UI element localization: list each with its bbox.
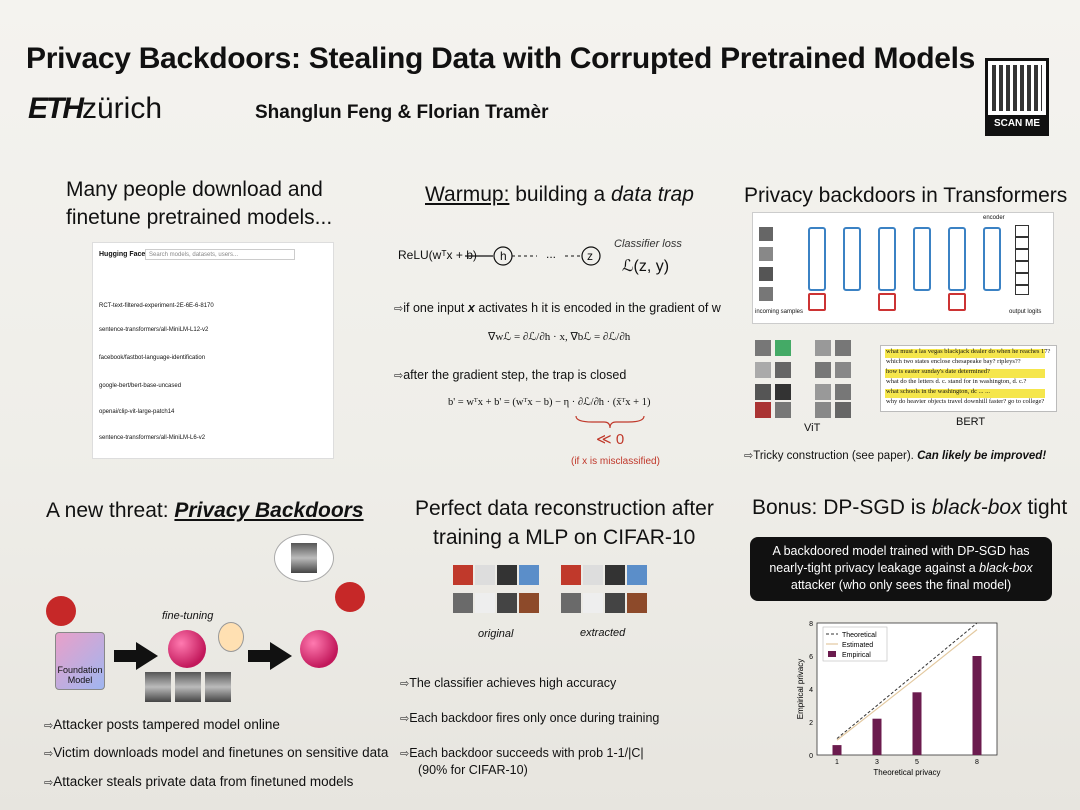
- cifar-img: [519, 593, 539, 613]
- vit-img: [815, 362, 831, 378]
- vit-label: ViT: [804, 422, 821, 434]
- hf-brand: Hugging Face: [99, 251, 146, 258]
- threat-bullet-1: ⇨ Attacker posts tampered model online: [44, 717, 280, 732]
- threat-heading: A new threat: Privacy Backdoors: [46, 499, 364, 522]
- dp-chart: [795, 615, 1010, 780]
- vit-img: [835, 402, 851, 418]
- devil-icon: [46, 596, 76, 626]
- vit-img: [835, 340, 851, 356]
- trap-diagram: [465, 240, 605, 280]
- qr-label: SCAN ME: [988, 115, 1046, 133]
- input-image-2: [759, 247, 773, 261]
- dp-heading: Bonus: DP-SGD is black-box tight: [752, 496, 1068, 519]
- dp-line-1: A backdoored model trained with DP-SGD has: [772, 544, 1030, 558]
- vit-img: [755, 402, 771, 418]
- legend-empirical-swatch: [828, 651, 836, 657]
- model-ball-icon: [300, 630, 338, 668]
- y-tick-label: 6: [809, 654, 813, 661]
- dp-line-2: nearly-tight privacy leakage against a black-box: [769, 561, 1033, 575]
- legend-empirical: Empirical: [842, 652, 871, 659]
- block-2: [843, 227, 861, 291]
- col2-heading: Warmup: building a data trap: [425, 183, 694, 206]
- bert-line-1: which two states enclose chesapeake bay? ripleys??: [886, 358, 1021, 365]
- model-ball-icon: [168, 630, 206, 668]
- extracted-images: [561, 565, 649, 625]
- recon-heading-line2: training a MLP on CIFAR-10: [433, 526, 696, 549]
- bert-label: BERT: [956, 416, 986, 428]
- x-tick-label: 8: [975, 759, 979, 766]
- cifar-img: [475, 565, 495, 585]
- vit-img: [835, 384, 851, 400]
- cifar-img: [453, 593, 473, 613]
- y-tick-label: 4: [809, 687, 813, 694]
- recon-heading-line1: Perfect data reconstruction after: [415, 497, 714, 520]
- xray-image: [175, 672, 201, 702]
- hf-model-0: RCT-text-filtered-experiment-2E-6E-6-8170: [99, 303, 214, 309]
- node-z: z: [587, 249, 593, 263]
- threat-bullet-2: ⇨ Victim downloads model and finetunes on sensitive data: [44, 745, 388, 760]
- input-image-4: [759, 287, 773, 301]
- cifar-img: [605, 593, 625, 613]
- vit-img: [755, 362, 771, 378]
- hf-model-1: sentence-transformers/all-MiniLM-L12-v2: [99, 327, 209, 333]
- cifar-img: [497, 593, 517, 613]
- hf-model-5: sentence-transformers/all-MiniLM-L6-v2: [99, 435, 206, 441]
- legend-estimated: Estimated: [842, 642, 874, 649]
- cifar-img: [627, 593, 647, 613]
- col2-bullet-2: ⇨ after the gradient step, the trap is closed: [394, 368, 626, 382]
- xray-image: [145, 672, 171, 702]
- empirical-bar: [833, 745, 842, 755]
- x-axis-label: Theoretical privacy: [873, 768, 941, 777]
- red-block-3: [948, 293, 966, 311]
- thought-bubble-icon: [274, 534, 334, 582]
- dp-line-3: attacker (who only sees the final model): [790, 578, 1012, 592]
- extracted-label: extracted: [580, 627, 626, 639]
- cifar-img: [497, 565, 517, 585]
- empirical-bar: [873, 719, 882, 755]
- y-tick-label: 2: [809, 720, 813, 727]
- y-tick-label: 0: [809, 753, 813, 760]
- vit-img: [815, 384, 831, 400]
- vit-img: [755, 340, 771, 356]
- block-3: [878, 227, 896, 291]
- original-label: original: [478, 628, 514, 640]
- update-equation: b' = wᵀx + b' = (wᵀx − b) − η · ∂ℒ/∂h · (x̃ᵀx + 1): [448, 397, 651, 408]
- legend-theoretical: Theoretical: [842, 632, 877, 639]
- bert-line-3: what do the letters d. c. stand for in washington, d. c.?: [886, 378, 1027, 385]
- dp-callout: [750, 537, 1052, 601]
- vit-img: [835, 362, 851, 378]
- poster-title: Privacy Backdoors: Stealing Data with Corrupted Pretrained Models: [26, 42, 976, 75]
- hf-model-4: openai/clip-vit-large-patch14: [99, 409, 175, 415]
- vit-img: [755, 384, 771, 400]
- transformer-diagram: [752, 212, 1054, 324]
- incoming-samples-label: incoming samples: [755, 309, 804, 315]
- cifar-img: [453, 565, 473, 585]
- y-tick-label: 8: [809, 621, 813, 628]
- vit-img: [775, 402, 791, 418]
- cifar-img: [583, 565, 603, 585]
- x-tick-label: 5: [915, 759, 919, 766]
- vit-img: [775, 384, 791, 400]
- red-block-2: [878, 293, 896, 311]
- output-logits-label: output logits: [1009, 309, 1042, 315]
- cifar-img: [627, 565, 647, 585]
- vit-img: [815, 340, 831, 356]
- qr-code[interactable]: [985, 58, 1049, 136]
- cifar-img: [519, 565, 539, 585]
- qr-pattern-icon: [992, 65, 1042, 111]
- gradient-equation: ∇wℒ = ∂ℒ/∂h · x, ∇bℒ = ∂ℒ/∂h: [488, 331, 631, 343]
- output-nodes: [1015, 225, 1029, 295]
- dots: ...: [546, 247, 557, 261]
- col1-heading-line1: Many people download and: [66, 178, 323, 201]
- red-block-1: [808, 293, 826, 311]
- vit-samples: [755, 340, 870, 420]
- x-tick-label: 1: [835, 759, 839, 766]
- encoder-label: encoder: [983, 215, 1005, 221]
- finetuning-label: fine-tuning: [162, 610, 214, 622]
- vit-img: [775, 340, 791, 356]
- input-image-3: [759, 267, 773, 281]
- hf-model-3: google-bert/bert-base-uncased: [99, 383, 182, 389]
- xray-image: [291, 543, 317, 573]
- recon-bullet-3-line2: (90% for CIFAR-10): [418, 763, 528, 777]
- y-axis-label: Empirical privacy: [796, 658, 805, 720]
- authors: Shanglun Feng & Florian Tramèr: [255, 102, 549, 123]
- threat-bullet-3: ⇨ Attacker steals private data from finetuned models: [44, 774, 353, 789]
- vit-img: [815, 402, 831, 418]
- relu-label: ReLU(wᵀx + b): [398, 248, 477, 262]
- underbrace-icon: [574, 414, 646, 430]
- cifar-img: [583, 593, 603, 613]
- misclassified-note: (if x is misclassified): [571, 456, 660, 467]
- arrow-right-icon: [270, 642, 292, 670]
- classifier-loss-formula: ℒ(z, y): [622, 258, 670, 275]
- less-than-zero: ≪ 0: [596, 431, 625, 448]
- col2-bullet-1: ⇨ if one input x activates h it is encoded in the gradient of w: [394, 301, 721, 315]
- col3-heading: Privacy backdoors in Transformers: [744, 184, 1068, 207]
- angel-icon: [218, 622, 244, 652]
- cifar-img: [475, 593, 495, 613]
- eth-logo: ETHzürich: [28, 92, 163, 125]
- x-tick-label: 3: [875, 759, 879, 766]
- node-h: h: [500, 249, 507, 263]
- bert-line-0: what must a las vegas blackjack dealer do when he reaches 17?: [886, 348, 1051, 355]
- cifar-img: [561, 565, 581, 585]
- bert-line-2: how is easter sunday's date determined?: [886, 368, 990, 375]
- original-images: [453, 565, 541, 625]
- huggingface-screenshot: [92, 242, 334, 459]
- cifar-img: [561, 593, 581, 613]
- block-6: [983, 227, 1001, 291]
- recon-bullet-2: ⇨ Each backdoor fires only once during training: [400, 711, 659, 725]
- foundation-model: Foundation Model: [55, 632, 105, 690]
- bert-line-5: why do heavier objects travel downhill faster? go to college?: [886, 398, 1045, 405]
- xray-image: [205, 672, 231, 702]
- cifar-img: [605, 565, 625, 585]
- block-1: [808, 227, 826, 291]
- devil-icon: [335, 582, 365, 612]
- hf-model-2: facebook/fastbot-language-identification: [99, 355, 206, 361]
- recon-bullet-3: ⇨ Each backdoor succeeds with prob 1-1/|C|: [400, 746, 644, 760]
- hf-search: Search models, datasets, users...: [145, 249, 295, 260]
- bert-samples: [880, 345, 1057, 412]
- recon-bullet-1: ⇨ The classifier achieves high accuracy: [400, 676, 616, 690]
- arrow-bar-1: [114, 650, 138, 662]
- empirical-bar: [973, 656, 982, 755]
- bert-line-4: what schools in the washington, dc ... ...: [886, 388, 990, 395]
- col3-note: ⇨ Tricky construction (see paper). Can likely be improved!: [744, 449, 1046, 462]
- vit-img: [775, 362, 791, 378]
- col1-heading-line2: finetune pretrained models...: [66, 206, 333, 229]
- empirical-bar: [913, 692, 922, 755]
- block-5: [948, 227, 966, 291]
- arrow-bar-2: [248, 650, 272, 662]
- classifier-loss-label: Classifier loss: [614, 238, 682, 250]
- block-4: [913, 227, 931, 291]
- arrow-right-icon: [136, 642, 158, 670]
- input-image-1: [759, 227, 773, 241]
